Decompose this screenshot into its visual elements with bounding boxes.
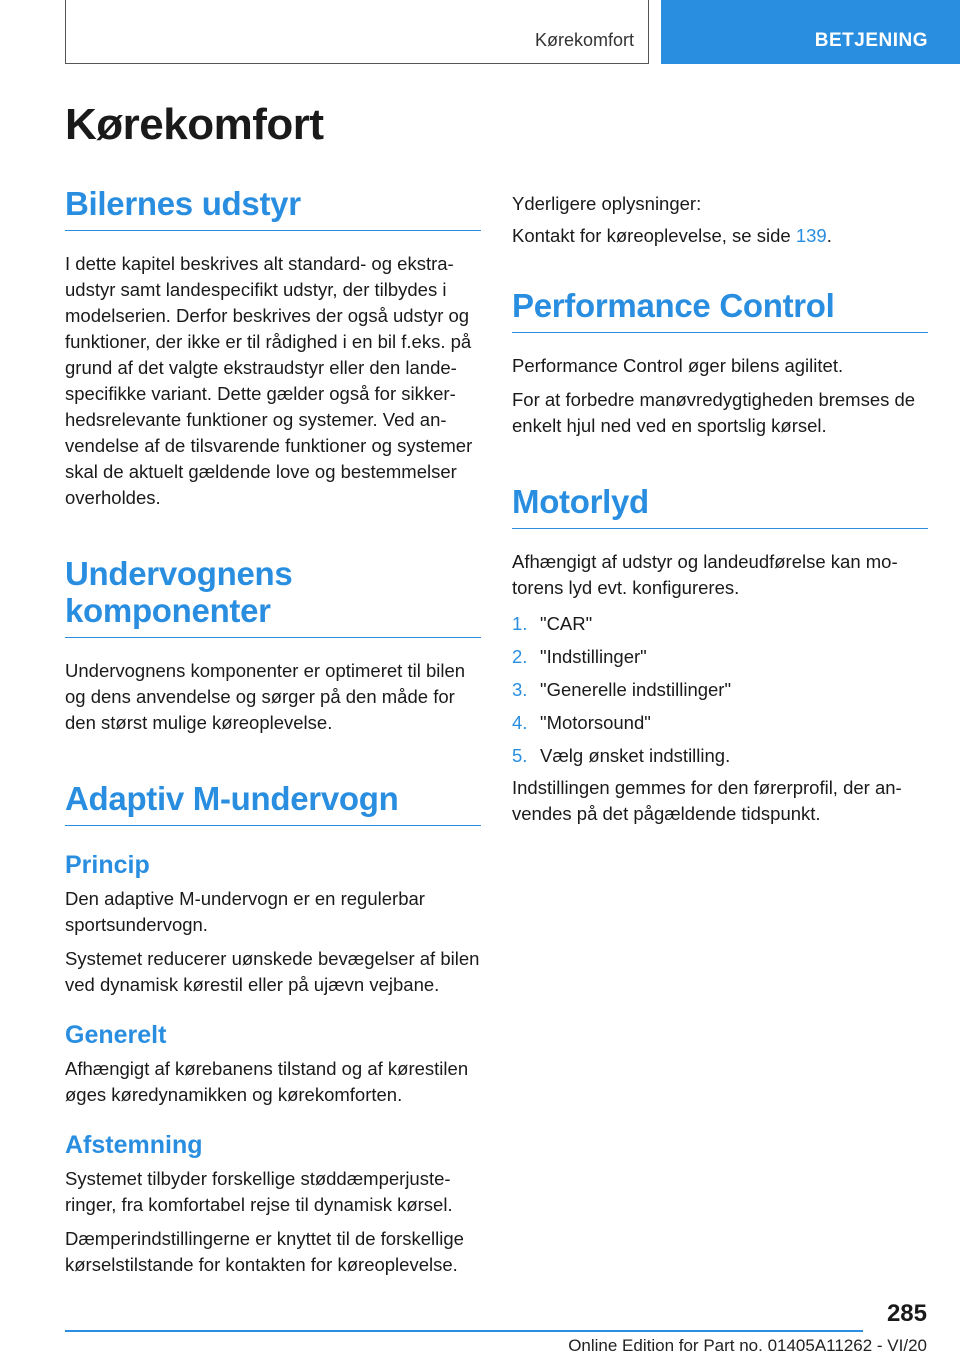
step-text: "CAR" bbox=[540, 613, 593, 634]
paragraph-afstemning-2: Dæmperindstillingerne er knyttet til de forskellige kørselstilstande for kontakten for køreoplevelse. bbox=[65, 1228, 464, 1275]
step-number: 5. bbox=[512, 745, 528, 766]
step-text: "Motorsound" bbox=[540, 712, 651, 733]
page-link-139[interactable]: 139 bbox=[795, 225, 827, 246]
section-tab-label: BETJENING bbox=[814, 30, 928, 51]
footer-edition: Online Edition for Part no. 01405A11262 - VI/20 bbox=[568, 1336, 927, 1355]
contact-suffix: . bbox=[826, 225, 832, 246]
page-number: 285 bbox=[886, 1300, 927, 1327]
list-item bbox=[512, 611, 928, 637]
step-text: "Generelle indstillinger" bbox=[540, 679, 732, 700]
chapter-tab-label: Kørekomfort bbox=[534, 30, 634, 50]
paragraph-princip-2: Systemet reducerer uønskede bevægelser af bilen ved dynamisk kørestil eller på ujævn vejbane. bbox=[65, 948, 480, 995]
paragraph-more-info: Yderligere oplysninger: bbox=[512, 193, 702, 214]
step-number: 1. bbox=[512, 613, 528, 634]
step-number: 3. bbox=[512, 679, 528, 700]
paragraph-performance-1: Performance Control øger bilens agilitet. bbox=[512, 355, 844, 376]
paragraph-generelt: Afhængigt af kørebanens tilstand og af kørestilen øges køredynamikken og kørekomforten. bbox=[65, 1058, 469, 1105]
paragraph-afstemning-1: Systemet tilbyder forskellige støddæmperjusteringer, fra komfortabel rejse til dynamisk kørsel. bbox=[65, 1168, 453, 1215]
paragraph-bilernes-udstyr: I dette kapitel beskrives alt standard- og ekstraudstyr samt landespecifikt udstyr, der tilbydes i modelserien. Derfor beskrives der også udstyr og funktioner, der ikke er til rådighed i en bil f.eks. på grund af det valgte ekstraudstyr eller den landespecifikke variant. Dette gælder også for sikkerhedsrelevante funktioner og systemer. Ved anvendelse af de tilsvarende funktioner og systemer skal de aktuelt gældende love og bestemmelser overholdes. bbox=[65, 253, 473, 508]
list-item bbox=[512, 710, 928, 736]
paragraph-performance-2: For at forbedre manøvredygtigheden bremses de enkelt hjul ned ved en sportslig kørsel. bbox=[512, 389, 916, 436]
paragraph-undervognens-komponenter: Undervognens komponenter er optimeret til bilen og dens anvendelse og sørger på den måde for den størst mulige køreoplevelse. bbox=[65, 660, 466, 733]
paragraph-motorlyd-outro: Indstillingen gemmes for den førerprofil, der anvendes på det pågældende tidspunkt. bbox=[512, 777, 902, 824]
paragraph-princip-1: Den adaptive M-undervogn er en regulerbar sportsundervogn. bbox=[65, 888, 425, 935]
motorlyd-steps bbox=[512, 611, 928, 769]
paragraph-contact bbox=[512, 223, 928, 249]
step-text: "Indstillinger" bbox=[540, 646, 647, 667]
paragraph-motorlyd-intro: Afhængigt af udstyr og landeudførelse kan motorens lyd evt. konfigureres. bbox=[512, 551, 898, 598]
heading-motorlyd: Motorlyd bbox=[512, 483, 928, 529]
heading-undervognens-komponenter: Undervognens komponenter bbox=[65, 555, 481, 638]
right-column bbox=[512, 191, 928, 827]
chapter-tab bbox=[65, 0, 649, 64]
step-text: Vælg ønsket indstilling. bbox=[540, 745, 731, 766]
list-item bbox=[512, 677, 928, 703]
footer-divider bbox=[65, 1330, 863, 1332]
subheading-generelt: Generelt bbox=[65, 1021, 167, 1049]
left-column bbox=[65, 185, 481, 1278]
heading-performance-control: Performance Control bbox=[512, 287, 928, 333]
list-item bbox=[512, 644, 928, 670]
section-tab bbox=[661, 0, 960, 64]
page-title: Kørekomfort bbox=[65, 100, 324, 149]
heading-bilernes-udstyr: Bilernes udstyr bbox=[65, 185, 481, 231]
step-number: 4. bbox=[512, 712, 528, 733]
heading-adaptiv-m-undervogn: Adaptiv M-undervogn bbox=[65, 780, 481, 826]
step-number: 2. bbox=[512, 646, 528, 667]
contact-prefix: Kontakt for køreoplevelse, se side bbox=[512, 225, 796, 246]
list-item bbox=[512, 743, 928, 769]
subheading-afstemning: Afstemning bbox=[65, 1131, 203, 1159]
subheading-princip: Princip bbox=[65, 851, 150, 879]
